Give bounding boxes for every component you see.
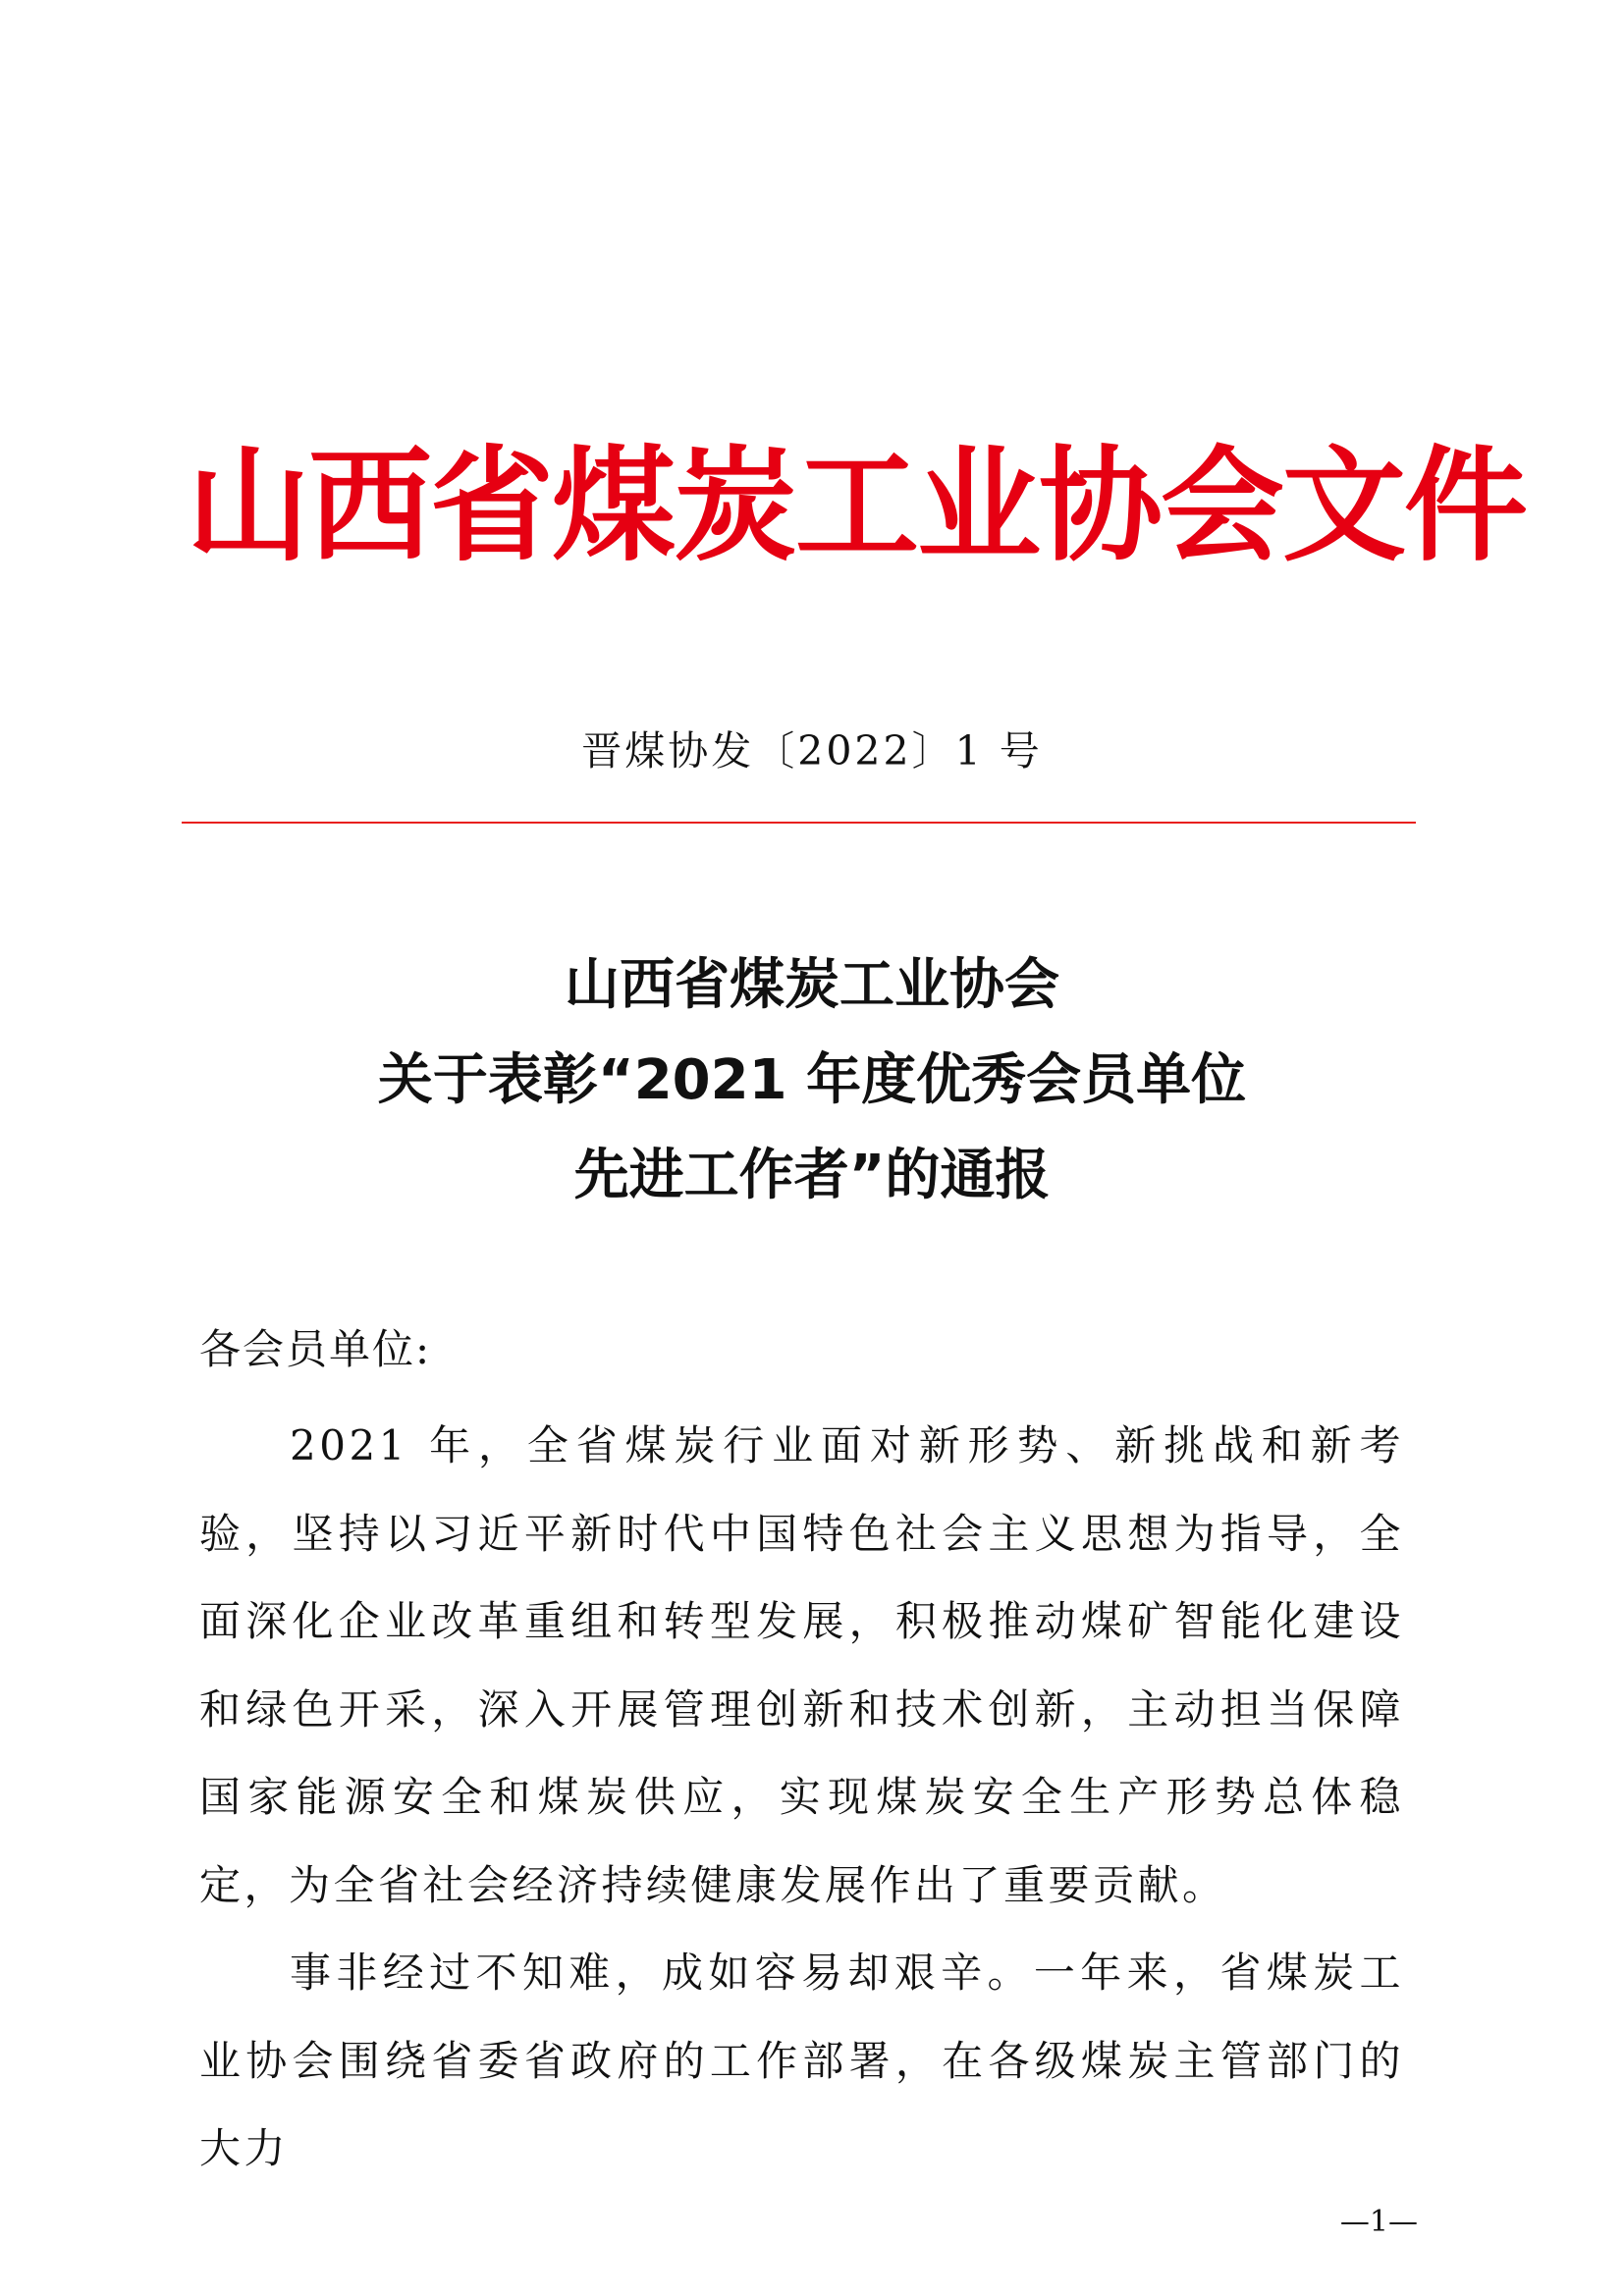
- body-paragraph: 事非经过不知难，成如容易却艰辛。一年来，省煤炭工业协会围绕省委省政府的工作部署，在各级煤炭主管部门的大力: [199, 1949, 1404, 2172]
- salutation: 各会员单位:: [199, 1325, 432, 1373]
- page-number: —1—: [1339, 2205, 1418, 2239]
- notice-title-line: 关于表彰“2021 年度优秀会员单位: [377, 1048, 1247, 1112]
- document-header-title: 山西省煤炭工业协会文件: [187, 433, 1526, 578]
- notice-title-line: 先进工作者”的通报: [573, 1144, 1051, 1207]
- red-divider-line: [182, 822, 1416, 824]
- notice-title: [0, 937, 1624, 1223]
- body-paragraph: 2021 年，全省煤炭行业面对新形势、新挑战和新考验，坚持以习近平新时代中国特色社会主义思想为指导，全面深化企业改革重组和转型发展，积极推动煤矿智能化建设和绿色开采，深入开展管理创新和技术创新，主动担当保障国家能源安全和煤炭供应，实现煤炭安全生产形势总体稳定，为全省社会经济持续健康发展作出了重要贡献。: [199, 1421, 1404, 1909]
- notice-title-line: 山西省煤炭工业协会: [565, 953, 1059, 1017]
- document-number: 晋煤协发〔2022〕1 号: [581, 727, 1043, 774]
